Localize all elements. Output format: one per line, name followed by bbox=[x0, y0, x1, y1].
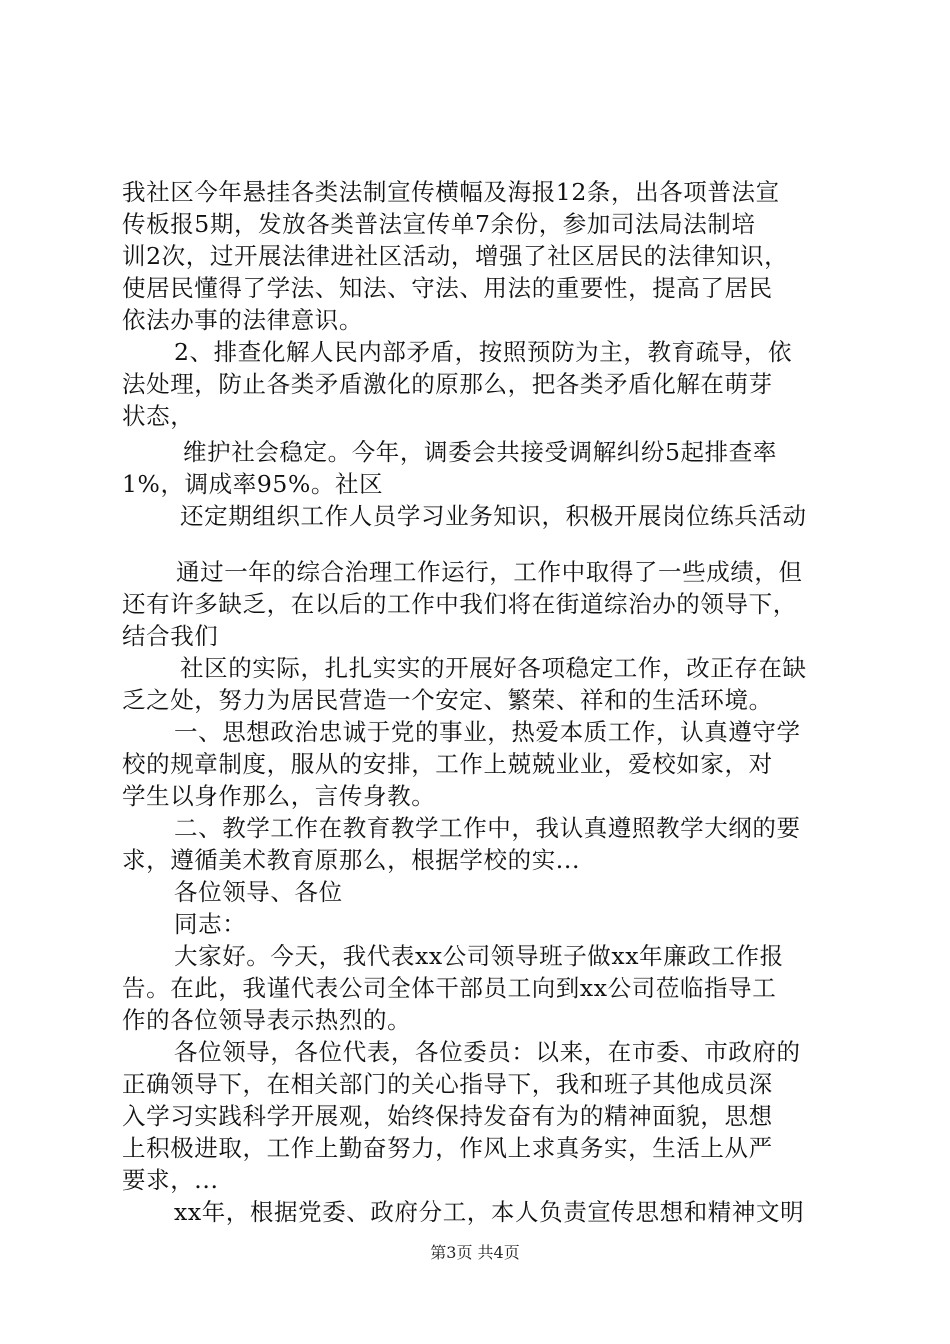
text-line: 还定期组织工作人员学习业务知识，积极开展岗位练兵活动 bbox=[180, 502, 807, 530]
text-line: 大家好。今天，我代表xx公司领导班子做xx年廉政工作报 bbox=[174, 942, 784, 970]
text-line: 结合我们 bbox=[122, 622, 219, 650]
page-number-footer: 第3页 共4页 bbox=[430, 1243, 520, 1262]
text-line: 社区的实际，扎扎实实的开展好各项稳定工作，改正存在缺 bbox=[180, 654, 807, 682]
text-line: 同志： bbox=[174, 910, 247, 938]
text-line: 依法办事的法律意识。 bbox=[122, 306, 363, 334]
text-line: 各位领导，各位代表，各位委员：以来，在市委、市政府的 bbox=[174, 1038, 801, 1066]
text-line: 告。在此，我谨代表公司全体干部员工向到xx公司莅临指导工 bbox=[122, 974, 777, 1002]
text-line: 各位领导、各位 bbox=[174, 878, 343, 906]
text-line: 法处理，防止各类矛盾激化的原那么，把各类矛盾化解在萌芽 bbox=[122, 370, 773, 398]
text-line: 传板报5期，发放各类普法宣传单7余份，参加司法局法制培 bbox=[122, 210, 756, 238]
text-line: 要求，... bbox=[122, 1166, 219, 1194]
text-line: 维护社会稳定。今年，调委会共接受调解纠纷5起排查率 bbox=[183, 438, 777, 466]
text-line: 乏之处，努力为居民营造一个安定、繁荣、祥和的生活环境。 bbox=[122, 686, 773, 714]
text-line: 通过一年的综合治理工作运行，工作中取得了一些成绩，但 bbox=[176, 558, 803, 586]
text-line: xx年，根据党委、政府分工，本人负责宣传思想和精神文明 bbox=[174, 1198, 805, 1226]
text-line: 作的各位领导表示热烈的。 bbox=[122, 1006, 412, 1034]
text-line: 使居民懂得了学法、知法、守法、用法的重要性，提高了居民 bbox=[122, 274, 773, 302]
text-line: 二、教学工作在教育教学工作中，我认真遵照教学大纲的要 bbox=[174, 814, 801, 842]
text-line: 正确领导下，在相关部门的关心指导下，我和班子其他成员深 bbox=[122, 1070, 773, 1098]
text-line: 上积极进取，工作上勤奋努力，作风上求真务实，生活上从严 bbox=[122, 1134, 773, 1162]
text-line: 入学习实践科学开展观，始终保持发奋有为的精神面貌，思想 bbox=[122, 1102, 773, 1130]
text-line: 我社区今年悬挂各类法制宣传横幅及海报12条，出各项普法宣 bbox=[122, 178, 780, 206]
text-line: 求，遵循美术教育原那么，根据学校的实... bbox=[122, 846, 581, 874]
text-line: 状态， bbox=[122, 402, 195, 430]
text-line: 学生以身作那么，言传身教。 bbox=[122, 782, 436, 810]
text-line: 还有许多缺乏，在以后的工作中我们将在街道综治办的领导下， bbox=[122, 590, 797, 618]
text-line: 一、思想政治忠诚于党的事业，热爱本质工作，认真遵守学 bbox=[174, 718, 801, 746]
text-line: 2、排查化解人民内部矛盾，按照预防为主，教育疏导，依 bbox=[174, 338, 793, 366]
text-line: 训2次，过开展法律进社区活动，增强了社区居民的法律知识， bbox=[122, 242, 789, 270]
text-line: 校的规章制度，服从的安排，工作上兢兢业业，爱校如家，对 bbox=[122, 750, 773, 778]
text-line: 1%，调成率95%。社区 bbox=[122, 470, 384, 498]
